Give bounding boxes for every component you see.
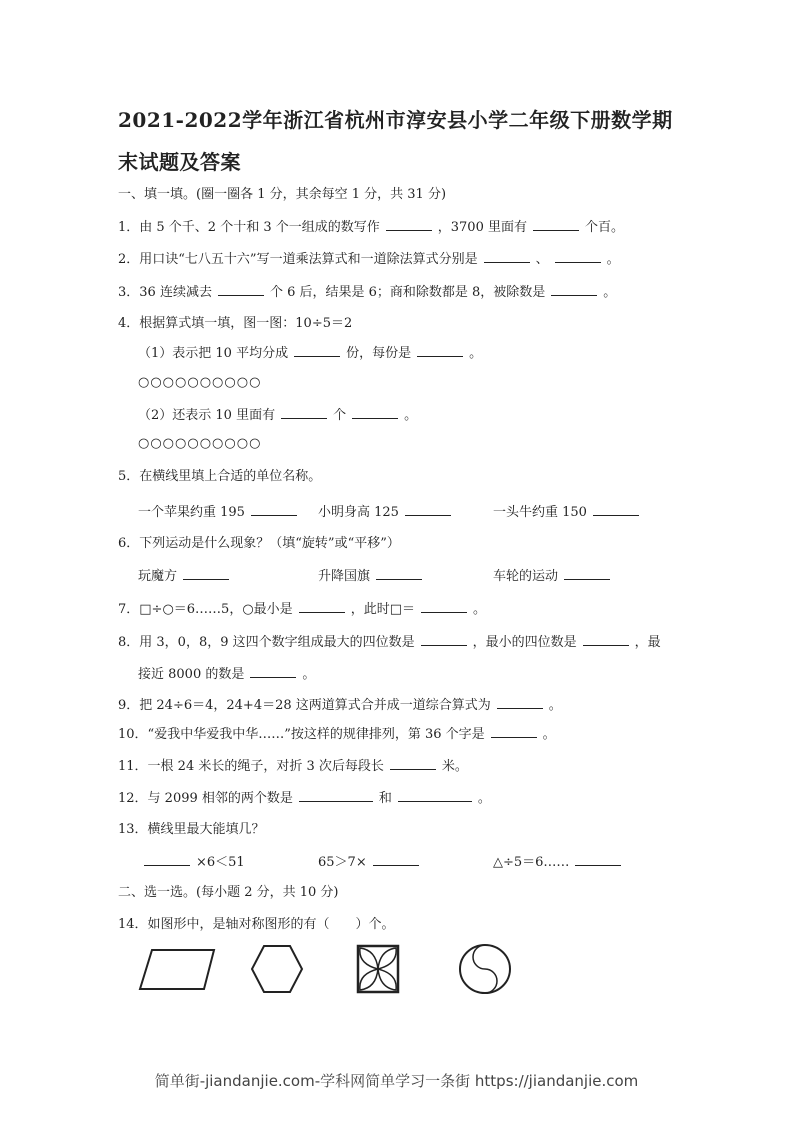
answer-blank[interactable] xyxy=(593,503,639,516)
question-text: ×6＜51 xyxy=(196,855,245,870)
question-3 xyxy=(118,283,616,302)
question-text: （1）表示把 10 平均分成 xyxy=(138,346,289,361)
answer-blank[interactable] xyxy=(281,406,327,419)
answer-blank[interactable] xyxy=(417,344,463,357)
question-text: ，最小的四位数是 xyxy=(472,635,577,650)
question-5-items-col-3 xyxy=(493,503,645,522)
answer-blank[interactable] xyxy=(250,665,296,678)
question-text: 一头牛约重 150 xyxy=(493,505,587,520)
question-8-cont xyxy=(138,665,315,684)
question-text: 、 xyxy=(535,252,549,267)
question-13-items-col-3 xyxy=(493,853,627,872)
question-text: 玩魔方 xyxy=(138,569,178,584)
question-text: 。 xyxy=(548,698,562,713)
answer-blank[interactable] xyxy=(386,218,432,231)
question-text: 和 xyxy=(378,791,392,806)
question-text: ，最 xyxy=(634,635,661,650)
question-7 xyxy=(118,600,486,619)
answer-blank[interactable] xyxy=(144,853,190,866)
question-text: 。 xyxy=(542,727,556,742)
question-6 xyxy=(118,535,400,553)
question-4-2 xyxy=(138,406,417,425)
question-text: 3．36 连续减去 xyxy=(118,285,212,300)
answer-blank[interactable] xyxy=(564,567,610,580)
question-9 xyxy=(118,696,562,715)
answer-blank[interactable] xyxy=(421,633,467,646)
answer-blank[interactable] xyxy=(294,344,340,357)
question-12 xyxy=(118,789,491,808)
answer-blank[interactable] xyxy=(555,250,601,263)
answer-blank[interactable] xyxy=(491,725,537,738)
flower-square-figure xyxy=(358,946,398,992)
question-text: 个 xyxy=(333,408,347,423)
question-text: 11．一根 24 米长的绳子，对折 3 次后每段长 xyxy=(118,759,384,774)
answer-blank[interactable] xyxy=(533,218,579,231)
question-5 xyxy=(118,468,321,486)
question-text: 米。 xyxy=(441,759,468,774)
question-6-items-col-3 xyxy=(493,567,616,586)
answer-blank[interactable] xyxy=(575,853,621,866)
question-text: （2）还表示 10 里面有 xyxy=(138,408,276,423)
question-6-items-col-1 xyxy=(138,567,235,586)
answer-blank[interactable] xyxy=(405,503,451,516)
circles-row-2 xyxy=(138,435,261,453)
question-text: 1．由 5 个千、2 个十和 3 个一组成的数写作 xyxy=(118,220,380,235)
yin-yang-circle-figure xyxy=(460,945,510,993)
question-text: 5．在横线里填上合适的单位名称。 xyxy=(118,469,322,484)
question-text: 6．下列运动是什么现象？（填“旋转”或“平移”） xyxy=(118,536,400,551)
answer-blank[interactable] xyxy=(299,789,373,802)
question-text: 。 xyxy=(404,408,418,423)
answer-blank[interactable] xyxy=(551,283,597,296)
section-1-heading xyxy=(118,186,446,204)
answer-blank[interactable] xyxy=(376,567,422,580)
question-text: △÷5＝6…… xyxy=(493,855,570,870)
question-text: 。 xyxy=(477,791,491,806)
question-text: ，3700 里面有 xyxy=(437,220,527,235)
question-text: 。 xyxy=(302,667,316,682)
question-text: 份，每份是 xyxy=(346,346,412,361)
question-2 xyxy=(118,250,620,269)
question-text: 65＞7× xyxy=(318,855,367,870)
answer-blank[interactable] xyxy=(421,600,467,613)
answer-blank[interactable] xyxy=(373,853,419,866)
question-text: 个 6 后，结果是 6；商和除数都是 8，被除数是 xyxy=(269,285,546,300)
section-2-heading xyxy=(118,884,339,902)
answer-blank[interactable] xyxy=(398,789,472,802)
question-14 xyxy=(118,916,395,934)
question-5-items-col-2 xyxy=(318,503,457,522)
document-title-line-1: 2021-2022学年浙江省杭州市淳安县小学二年级下册数学期 xyxy=(118,108,673,132)
question-text: 。 xyxy=(606,252,620,267)
question-text: ，此时□＝ xyxy=(350,602,415,617)
question-4-1 xyxy=(138,344,482,363)
answer-blank[interactable] xyxy=(484,250,530,263)
question-text: 10．“爱我中华爱我中华……”按这样的规律排列，第 36 个字是 xyxy=(118,727,485,742)
answer-blank[interactable] xyxy=(390,757,436,770)
question-text: 一、填一填。(圈一圈各 1 分，其余每空 1 分，共 31 分) xyxy=(118,187,447,202)
answer-blank[interactable] xyxy=(497,696,543,709)
circles-row-1 xyxy=(138,374,261,392)
parallelogram-figure xyxy=(140,950,214,989)
answer-blank[interactable] xyxy=(583,633,629,646)
question-13 xyxy=(118,821,265,839)
question-text: 12．与 2099 相邻的两个数是 xyxy=(118,791,293,806)
question-text: ○○○○○○○○○○ xyxy=(138,436,262,451)
footer-watermark: 简单街-jiandanjie.com-学科网简单学习一条街 https://jiandanjie.com xyxy=(154,1072,639,1090)
question-text: 个百。 xyxy=(584,220,624,235)
answer-blank[interactable] xyxy=(352,406,398,419)
question-1 xyxy=(118,218,624,237)
answer-blank[interactable] xyxy=(218,283,264,296)
question-text: 升降国旗 xyxy=(318,569,371,584)
document-title-line-2: 末试题及答案 xyxy=(118,150,241,174)
answer-blank[interactable] xyxy=(299,600,345,613)
answer-blank[interactable] xyxy=(251,503,297,516)
hexagon-figure xyxy=(252,946,302,992)
question-text: 14．如图形中，是轴对称图形的有（ ）个。 xyxy=(118,917,395,932)
question-text: ○○○○○○○○○○ xyxy=(138,375,262,390)
question-text: 4．根据算式填一填，图一图：10÷5＝2 xyxy=(118,316,353,331)
question-4 xyxy=(118,315,352,333)
question-text: 。 xyxy=(603,285,617,300)
question-8 xyxy=(118,633,661,652)
question-text: 。 xyxy=(469,346,483,361)
question-5-items-col-1 xyxy=(138,503,303,522)
question-text: 车轮的运动 xyxy=(493,569,559,584)
question-13-items-col-2 xyxy=(318,853,425,872)
question-text: 13．横线里最大能填几？ xyxy=(118,822,265,837)
question-text: 7．□÷○＝6……5，○最小是 xyxy=(118,602,293,617)
question-text: 小明身高 125 xyxy=(318,505,399,520)
question-text: 一个苹果约重 195 xyxy=(138,505,245,520)
question-text: 8．用 3，0，8，9 这四个数字组成最大的四位数是 xyxy=(118,635,415,650)
question-text: 。 xyxy=(472,602,486,617)
question-text: 2．用口诀“七八五十六”写一道乘法算式和一道除法算式分别是 xyxy=(118,252,478,267)
question-text: 接近 8000 的数是 xyxy=(138,667,245,682)
question-text: 二、选一选。(每小题 2 分，共 10 分) xyxy=(118,885,339,900)
question-10 xyxy=(118,725,556,744)
question-text: 9．把 24÷6＝4，24+4＝28 这两道算式合并成一道综合算式为 xyxy=(118,698,491,713)
question-6-items-col-2 xyxy=(318,567,428,586)
question-13-items-col-1 xyxy=(138,853,245,872)
question-14-figures xyxy=(130,940,530,1005)
question-11 xyxy=(118,757,468,776)
answer-blank[interactable] xyxy=(183,567,229,580)
